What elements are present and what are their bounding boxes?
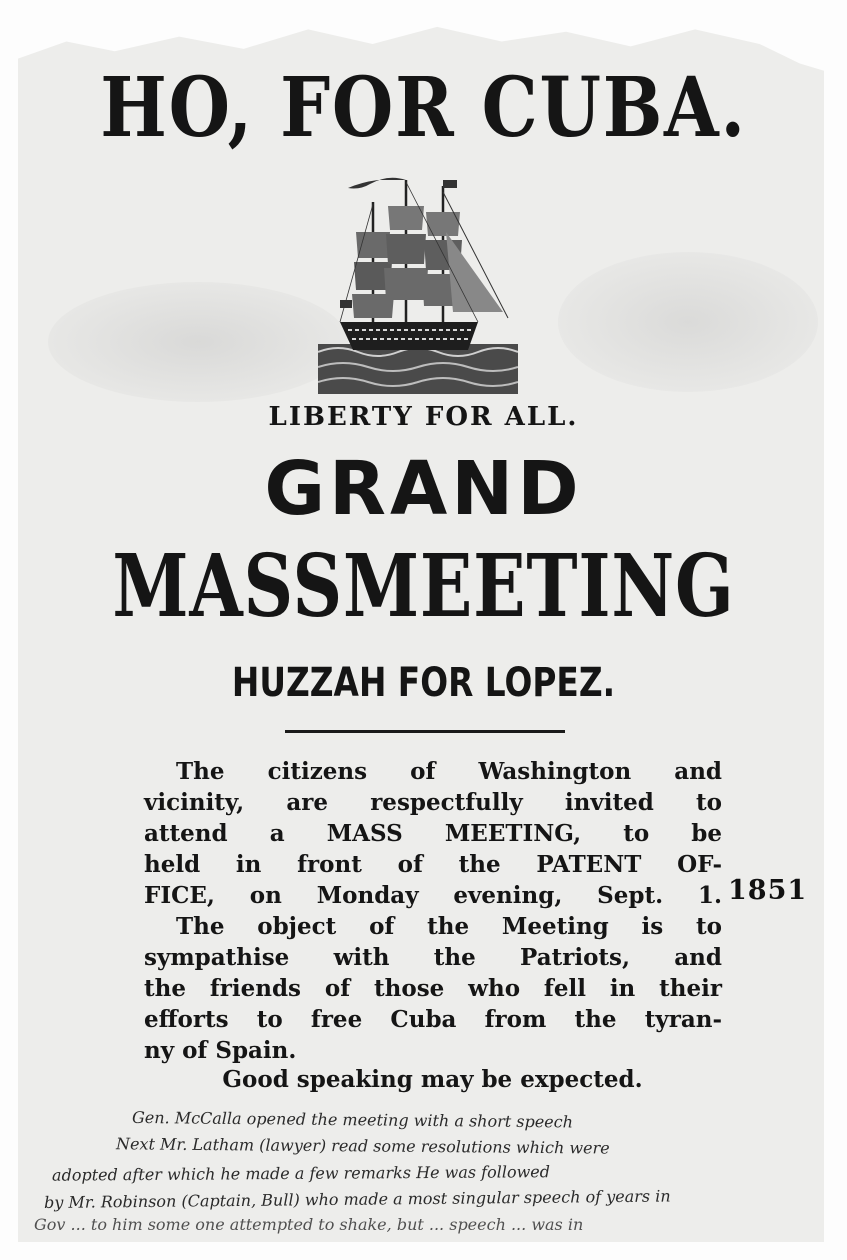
- paper-stain: [48, 282, 348, 402]
- handwritten-line: Gen. McCalla opened the meeting with a short speech: [131, 1107, 574, 1132]
- body-line: attend a MASS MEETING, to be: [144, 820, 722, 847]
- body-line: sympathise with the Patriots, and: [144, 944, 722, 971]
- handwritten-note: [34, 1108, 824, 1238]
- divider-rule: [285, 730, 565, 733]
- body-line: FICE, on Monday evening, Sept. 1.: [144, 882, 722, 909]
- poster-title: HO, FOR CUBA.: [100, 60, 747, 156]
- body-line: ny of Spain.: [144, 1037, 297, 1064]
- handwritten-line: by Mr. Robinson (Captain, Bull) who made a most singular speech of years in: [43, 1186, 671, 1213]
- stamped-year: 1851: [728, 875, 808, 906]
- body-line: vicinity, are respectfully invited to: [144, 789, 722, 816]
- paper-stain: [558, 252, 818, 392]
- handwritten-line: adopted after which he made a few remarks He was followed: [51, 1162, 551, 1185]
- sailing-ship-icon: [318, 172, 518, 396]
- subheading: HUZZAH FOR LOPEZ.: [231, 660, 616, 706]
- heading-grand: GRAND: [264, 446, 583, 532]
- body-line: The object of the Meeting is to: [176, 913, 722, 940]
- handwritten-line: Next Mr. Latham (lawyer) read some resolutions which were: [115, 1134, 610, 1158]
- body-line: held in front of the PATENT OF-: [144, 851, 722, 878]
- handwritten-line: Gov ... to him some one attempted to shake, but ... speech ... was in: [34, 1215, 584, 1234]
- announcement-body: [144, 756, 722, 1066]
- tagline: LIBERTY FOR ALL.: [268, 402, 579, 432]
- closing-line: Good speaking may be expected.: [222, 1066, 643, 1093]
- heading-massmeeting: MASSMEETING: [112, 536, 735, 637]
- body-line: efforts to free Cuba from the tyran-: [144, 1006, 722, 1033]
- body-line: The citizens of Washington and: [176, 758, 722, 785]
- body-line: the friends of those who fell in their: [144, 975, 722, 1002]
